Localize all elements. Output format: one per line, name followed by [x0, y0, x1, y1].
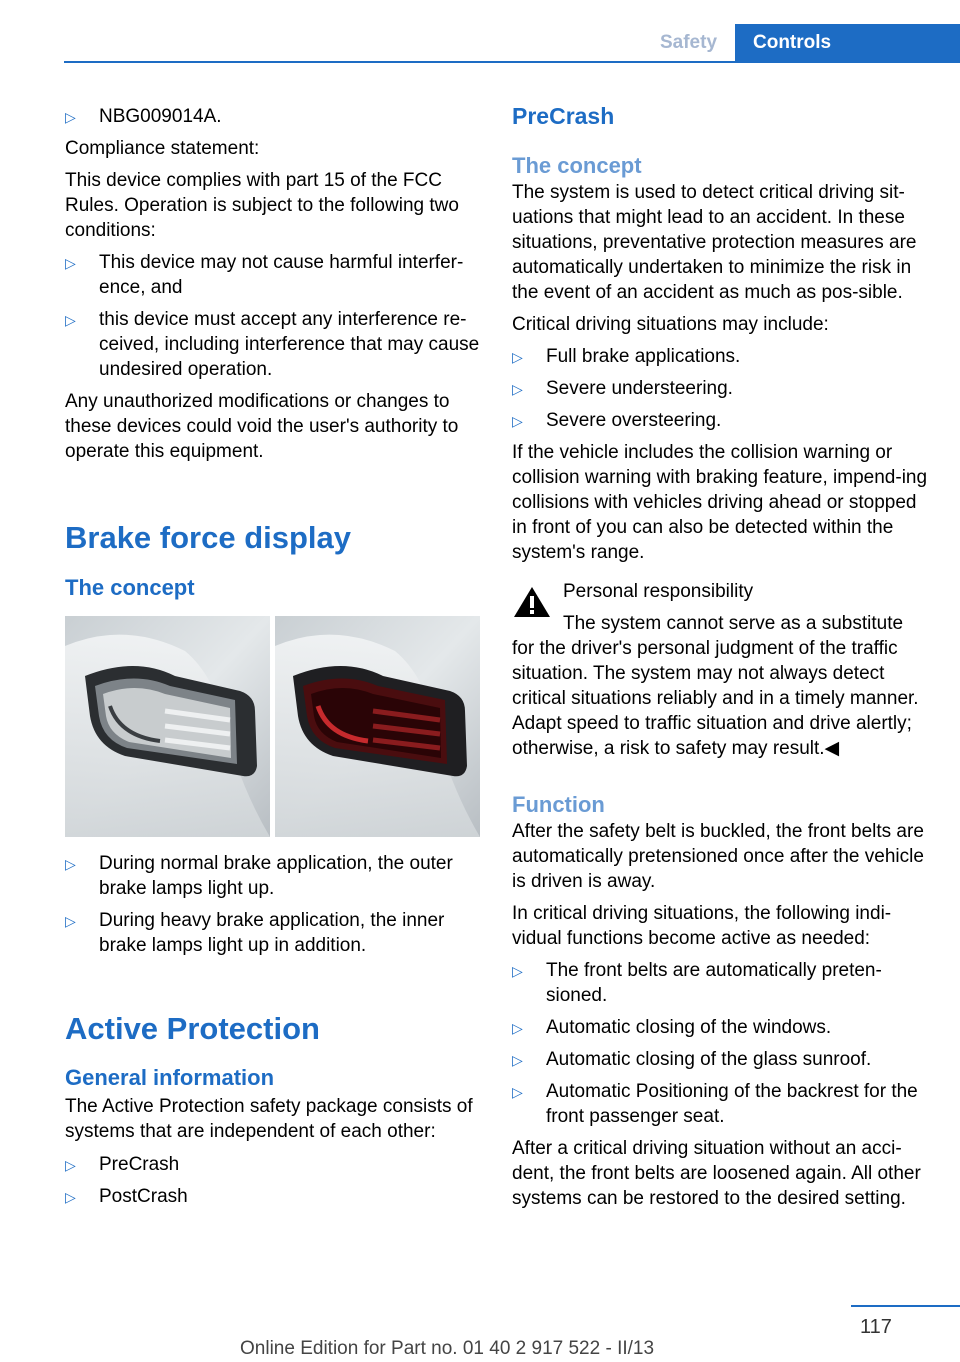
- list-item: [512, 376, 930, 401]
- list-item-text: This device may not cause harmful interfer‐ence, and: [99, 252, 464, 298]
- tab-safety[interactable]: Safety: [642, 24, 735, 61]
- warning-title: Personal responsibility: [563, 581, 754, 602]
- list-item-text: During normal brake application, the outer brake lamps light up.: [99, 853, 453, 899]
- list-item: [512, 408, 930, 433]
- list-item: [65, 1152, 480, 1177]
- triangle-right-icon: ▷: [512, 1020, 523, 1036]
- general-info-heading: General information: [65, 1065, 275, 1090]
- active-protection-heading: Active Protection: [65, 1011, 320, 1046]
- tab-controls[interactable]: Controls: [735, 24, 960, 61]
- warning-text: for the driver's personal judgment of the traffic situation. The system may not always detect critical situations reliably and in a timely manner. Adapt speed to traffic situation and drive alertly; otherwise, a risk to safety may result.◀: [512, 638, 919, 759]
- edition-footer: Online Edition for Part no. 01 40 2 917 522 - II/13: [240, 1338, 655, 1359]
- function-text: After the safety belt is buckled, the front belts are automatically pretensioned once after the vehicle is driven is away.: [512, 821, 924, 892]
- list-item: [512, 1015, 930, 1040]
- list-item-text: Full brake applications.: [546, 346, 741, 367]
- warning-triangle-icon: [512, 585, 552, 619]
- after-text: After a critical driving situation without an acci‐dent, the front belts are loosened again. All other systems can be restored to the desired setting.: [512, 1138, 921, 1209]
- list-item: [65, 250, 480, 300]
- list-item: [512, 958, 930, 1008]
- triangle-right-icon: ▷: [65, 1189, 76, 1205]
- compliance-text: This device complies with part 15 of the FCC Rules. Operation is subject to the following two conditions:: [65, 170, 459, 241]
- list-item-text: The front belts are automatically preten‐sioned.: [546, 960, 882, 1006]
- general-info-text: The Active Protection safety package consists of systems that are independent of each other:: [65, 1096, 473, 1142]
- list-item-text: Automatic Positioning of the backrest for the front passenger seat.: [546, 1081, 918, 1127]
- triangle-right-icon: ▷: [512, 413, 523, 429]
- page-number: 117: [860, 1316, 892, 1338]
- list-item: [65, 104, 480, 129]
- right-column: [512, 96, 930, 1211]
- triangle-right-icon: ▷: [512, 381, 523, 397]
- function-text-2: In critical driving situations, the following indi‐vidual functions become active as needed:: [512, 903, 892, 949]
- list-item-text: During heavy brake application, the inner brake lamps light up in addition.: [99, 910, 445, 956]
- list-item-text: Severe oversteering.: [546, 410, 722, 431]
- list-item: [65, 851, 480, 901]
- warning-box: [512, 579, 930, 761]
- triangle-right-icon: ▷: [65, 255, 76, 271]
- list-item-text: this device must accept any interference re‐ceived, including interference that may cause undesired operation.: [99, 309, 480, 380]
- warning-text-first: The system cannot serve as a substitute: [563, 613, 904, 634]
- list-item-text: PostCrash: [99, 1186, 188, 1207]
- list-item: [65, 1184, 480, 1209]
- list-item-text: NBG009014A.: [99, 106, 222, 127]
- triangle-right-icon: ▷: [65, 856, 76, 872]
- precrash-heading: PreCrash: [512, 103, 615, 129]
- list-item-text: Severe understeering.: [546, 378, 733, 399]
- triangle-right-icon: ▷: [512, 349, 523, 365]
- collision-text: If the vehicle includes the collision warning or collision warning with braking feature, impend‐ing collisions with vehicles driving ahead or stopped in front of you can also be detected within the system's range.: [512, 442, 928, 563]
- brake-lamps-image: [65, 616, 480, 837]
- tail-light-illustration: [65, 616, 480, 837]
- list-item: [512, 344, 930, 369]
- list-item-text: PreCrash: [99, 1154, 180, 1175]
- triangle-right-icon: ▷: [512, 1052, 523, 1068]
- header-rule: [64, 61, 960, 63]
- list-item-text: Automatic closing of the windows.: [546, 1017, 832, 1038]
- function-heading: Function: [512, 792, 605, 817]
- unauthorized-text: Any unauthorized modifications or changes to these devices could void the user's authority to operate this equipment.: [65, 391, 459, 462]
- concept-text: The system is used to detect critical driving sit‐uations that might lead to an accident. In these situations, preventative protection measures are automatically undertaken to minimize the risk in the event of an accident as much as pos‐sible.: [512, 182, 917, 303]
- triangle-right-icon: ▷: [65, 312, 76, 328]
- list-item: [512, 1079, 930, 1129]
- triangle-right-icon: ▷: [65, 913, 76, 929]
- footer-rule: [851, 1305, 960, 1307]
- brake-force-heading: Brake force display: [65, 520, 352, 555]
- compliance-label: Compliance statement:: [65, 138, 260, 159]
- list-item: [65, 908, 480, 958]
- precrash-concept-heading: The concept: [512, 153, 642, 178]
- triangle-right-icon: ▷: [512, 1084, 523, 1100]
- list-item: [65, 307, 480, 382]
- list-item: [512, 1047, 930, 1072]
- brake-concept-heading: The concept: [65, 575, 195, 600]
- triangle-right-icon: ▷: [65, 109, 76, 125]
- list-item-text: Automatic closing of the glass sunroof.: [546, 1049, 872, 1070]
- left-column: [65, 96, 480, 1209]
- triangle-right-icon: ▷: [512, 963, 523, 979]
- critical-label: Critical driving situations may include:: [512, 314, 829, 335]
- triangle-right-icon: ▷: [65, 1157, 76, 1173]
